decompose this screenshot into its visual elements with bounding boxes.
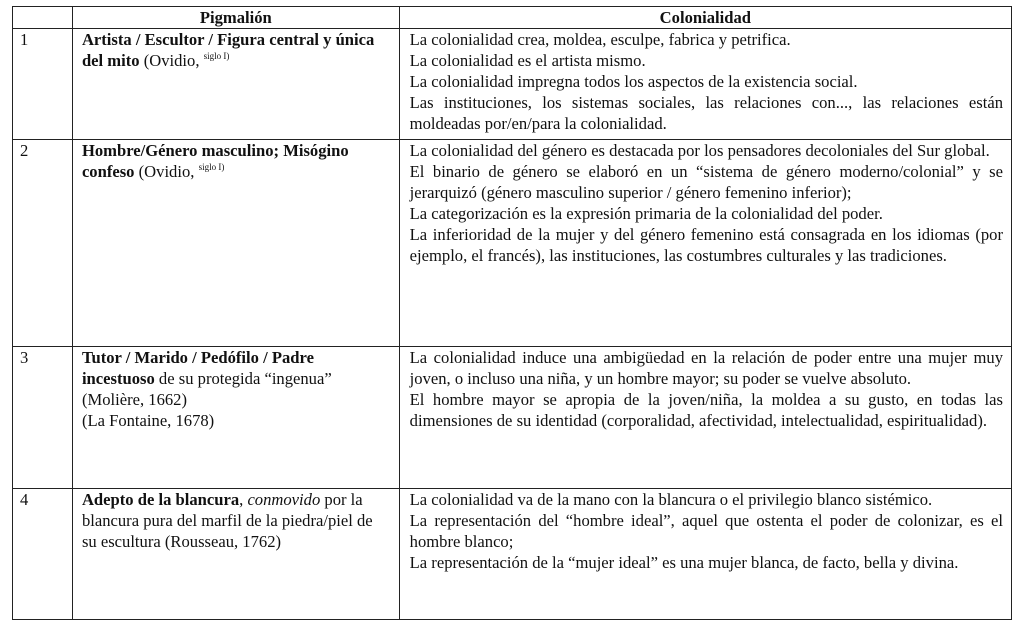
colonialidad-line: El hombre mayor se apropia de la joven/niña, la moldea a su gusto, en todas las dimensiones de su identidad (corporalidad, afectividad, intelectualidad, espiritualidad). (409, 390, 1003, 430)
colonialidad-line: La colonialidad induce una ambigüedad en la relación de poder entre una mujer muy joven, o incluso una niña, y un hombre mayor; su poder se vuelve absoluto. (409, 348, 1003, 388)
colonialidad-line: La colonialidad crea, moldea, esculpe, fabrica y petrifica. (409, 30, 791, 49)
pigmalion-role: Adepto de la blancura (81, 490, 240, 509)
header-pigmalion: Pigmalión (72, 7, 399, 29)
colonialidad-line: La categorización es la expresión primaria de la colonialidad del poder. (409, 204, 883, 223)
pigmalion-reference: (Ovidio, (134, 162, 199, 181)
pigmalion-separator: , (239, 490, 248, 509)
pigmalion-emphasis: conmovido (247, 490, 321, 509)
row-number: 4 (13, 489, 73, 620)
colonialidad-cell (399, 29, 1011, 140)
colonialidad-line: La colonialidad impregna todos los aspectos de la existencia social. (409, 72, 858, 91)
colonialidad-cell (399, 140, 1011, 347)
pigmalion-cell (72, 347, 399, 489)
colonialidad-line: El binario de género se elaboró en un “sistema de género moderno/colonial” y se jerarquizó (género masculino superior / género femenino inferior); (409, 162, 1003, 202)
pigmalion-role: Tutor / Marido / Pedófilo / Padre incestuoso (81, 348, 314, 388)
pigmalion-role: Artista / Escultor / Figura central y única del mito (81, 30, 375, 70)
pigmalion-description: por la blancura pura del marfil de la piedra/piel de su escultura (Rousseau, 1762) (81, 490, 373, 551)
row-number: 2 (13, 140, 73, 347)
colonialidad-line: Las instituciones, los sistemas sociales, las relaciones con..., las relaciones están moldeadas por/en/para la colonialidad. (409, 93, 1003, 133)
row-number: 1 (13, 29, 73, 140)
table-row (13, 489, 1012, 620)
table-row (13, 140, 1012, 347)
pigmalion-reference-sup: siglo I) (198, 162, 225, 172)
colonialidad-line: La inferioridad de la mujer y del género femenino está consagrada en los idiomas (por ejemplo, el francés), las instituciones, las costumbres culturales y las tradiciones. (409, 225, 1003, 265)
table-row (13, 347, 1012, 489)
colonialidad-line: La representación de la “mujer ideal” es una mujer blanca, de facto, bella y divina. (409, 553, 959, 572)
table-row (13, 29, 1012, 140)
row-number: 3 (13, 347, 73, 489)
colonialidad-line: La colonialidad del género es destacada por los pensadores decoloniales del Sur global. (409, 141, 990, 160)
pigmalion-cell (72, 29, 399, 140)
pigmalion-description: de su protegida “ingenua” (154, 369, 332, 388)
pigmalion-cell (72, 140, 399, 347)
pigmalion-reference-sup: siglo I) (203, 51, 230, 61)
pigmalion-role: Hombre/Género masculino; Misógino confeso (81, 141, 349, 181)
header-colonialidad: Colonialidad (399, 7, 1011, 29)
colonialidad-line: La colonialidad va de la mano con la blancura o el privilegio blanco sistémico. (409, 490, 933, 509)
colonialidad-cell (399, 347, 1011, 489)
header-row (13, 7, 1012, 29)
pigmalion-reference: (La Fontaine, 1678) (81, 411, 215, 430)
comparison-table (12, 6, 1012, 620)
colonialidad-cell (399, 489, 1011, 620)
pigmalion-cell (72, 489, 399, 620)
colonialidad-line: La colonialidad es el artista mismo. (409, 51, 646, 70)
pigmalion-reference: (Ovidio, (139, 51, 204, 70)
header-num (13, 7, 73, 29)
pigmalion-reference: (Molière, 1662) (81, 390, 188, 409)
colonialidad-line: La representación del “hombre ideal”, aquel que ostenta el poder de colonizar, es el hombre blanco; (409, 511, 1003, 551)
